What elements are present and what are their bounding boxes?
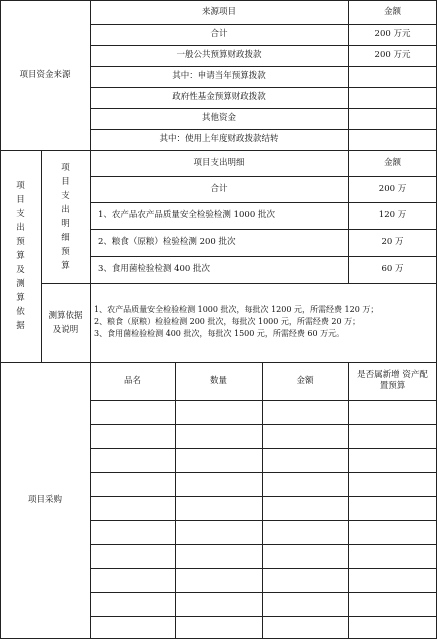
expense-row-item: 合计 (210, 183, 228, 194)
table-border (0, 0, 1, 639)
expense-row-amount: 60 万 (381, 264, 404, 275)
funding-row-amount (348, 87, 437, 108)
row-divider (90, 129, 437, 130)
row-divider (90, 87, 437, 88)
procurement-section-label: 项目采购 (27, 495, 62, 506)
column-divider (175, 362, 176, 639)
funding-section-label: 项目资金来源 (19, 69, 71, 80)
table-border (0, 0, 437, 1)
procurement-header-qty: 数量 (209, 375, 227, 386)
row-divider (90, 472, 437, 473)
expense-row-amount: 200 万 (378, 183, 407, 194)
basis-label (41, 283, 90, 362)
funding-row-item: 其中：使用上年度财政拨款结转 (159, 134, 279, 145)
row-divider (90, 592, 437, 593)
row-divider (90, 616, 437, 617)
row-divider (90, 256, 437, 257)
basis-line: 3、食用菌检验检测 400 批次，每批次 1500 元，所需经费 60 万元。 (94, 329, 345, 338)
column-divider (348, 0, 349, 283)
expense-header-amount: 金额 (383, 157, 401, 168)
row-divider (90, 45, 437, 46)
section-divider (0, 150, 437, 151)
row-divider (90, 496, 437, 497)
row-divider (90, 66, 437, 67)
expense-detail-label-text: 项目支出明细预算 (61, 162, 70, 271)
procurement-header-new-asset: 是否属新增 资产配置预算 (357, 370, 428, 391)
funding-header-item: 来源项目 (201, 6, 236, 17)
funding-row-item: 合计 (210, 29, 228, 40)
expense-row-item: 3、食用菌检验检测 400 批次 (98, 264, 211, 275)
row-divider (90, 108, 437, 109)
row-divider (90, 568, 437, 569)
expense-row-item: 2、粮食（原粮）检验检测 200 批次 (98, 237, 236, 248)
basis-line: 1、农产品质量安全检验检测 1000 批次，每批次 1200 元，所需经费 120 万； (94, 305, 379, 314)
row-divider (90, 400, 437, 401)
procurement-header-name: 品名 (123, 375, 141, 386)
expense-section-label-text: 项目支出预算及测算依据 (16, 181, 25, 331)
funding-row-amount: 200 万元 (374, 50, 411, 61)
basis-label-text: 测算依据及说明 (48, 310, 83, 335)
row-divider (90, 424, 437, 425)
row-divider (90, 229, 437, 230)
basis-line: 2、粮食（原粮）检验检测 200 批次，每批次 1000 元，所需经费 20 万； (94, 317, 361, 326)
row-divider (41, 283, 437, 284)
funding-row-amount (348, 66, 437, 87)
expense-row-amount: 20 万 (381, 237, 404, 248)
procurement-header-amount: 金额 (296, 375, 314, 386)
row-divider (90, 176, 437, 177)
funding-row-amount (348, 129, 437, 150)
funding-row-item: 其他资金 (201, 113, 236, 124)
funding-row-amount (348, 108, 437, 129)
funding-header-amount: 金额 (383, 6, 401, 17)
column-divider (262, 362, 263, 639)
expense-row-item: 1、农产品农产品质量安全检验检测 1000 批次 (98, 210, 275, 221)
row-divider (90, 448, 437, 449)
funding-row-amount: 200 万元 (374, 29, 411, 40)
row-divider (90, 202, 437, 203)
column-divider (41, 150, 42, 362)
column-divider (348, 362, 349, 639)
expense-header-item: 项目支出明细 (193, 157, 245, 168)
funding-row-item: 其中：申请当年预算拨款 (172, 71, 266, 82)
expense-detail-label (41, 150, 90, 283)
section-divider (0, 362, 437, 363)
row-divider (90, 520, 437, 521)
expense-section-label (0, 150, 41, 362)
row-divider (90, 24, 437, 25)
funding-row-item: 政府性基金预算财政拨款 (172, 92, 266, 103)
expense-row-amount: 120 万 (378, 210, 407, 221)
funding-row-item: 一般公共预算财政拨款 (176, 50, 262, 61)
row-divider (90, 544, 437, 545)
